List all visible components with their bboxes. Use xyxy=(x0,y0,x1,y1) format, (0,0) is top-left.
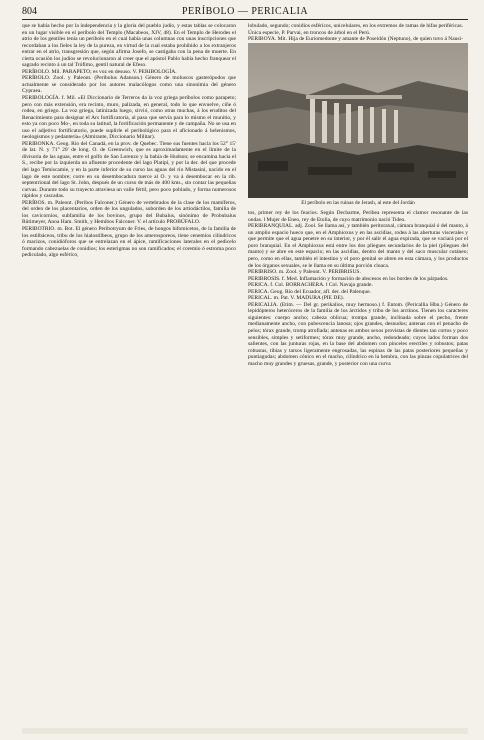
entry-parvai: Única especie, P. Parvai, en troncos de árbol en el Perú. xyxy=(248,29,371,36)
entry-periboya: PERIBOYA. Mit. Hija de Euríomedonte y amante de Poseidón (Neptuno), de quien tuvo á Nausi- xyxy=(248,36,463,43)
text-columns xyxy=(22,23,468,734)
entry-perica-geog: PERICA. Geog. Río del Ecuador, afl. der. del Palenque. xyxy=(248,288,371,295)
running-head: PERÍBOLO — PERICALIA xyxy=(181,6,309,17)
page-bottom-edge xyxy=(22,728,468,734)
entry-peribos: PERÍBOS. m. Paleont. (Peribos Falconer.) Género de vertebrados de la clase de los mamíferos, del orden de los placentarios, orden de los ungulados, suborden de los artiodáctilos, familia de los cavicornios, subfamilia de los bovinos, grupo del Bubalus, sinónimo de Probubalus Rütimeyer, Anoa Ham. Smith, y Hemibos Falconer. V. el artículo PROBÚFALO. xyxy=(22,199,236,226)
header-rule xyxy=(22,19,468,20)
entry-periboya-cont: tos, primer rey de los feacios. Según Decharme, Peribea representa el clamor resonante de las ondas. ‖ Mujer de Eneo, rey de Etolia, de cuyo matrimonio nació Tideo. xyxy=(248,210,468,223)
entry-peribolo-zool: PERÍBOLO. Zool. y Paleont. (Peribolus Adanson.) Género de moluscos gasterópodos que actualmente se considerado por los autores malacólogos como una sinonimia del género Cypraea. xyxy=(22,75,236,95)
page-header xyxy=(22,6,468,20)
entry-pericalia: PERICALIA. (Etim. — Del gr. perikalios, muy hermoso.) f. Entom. (Pericallia Hbn.) Género de lepidópteros heteróceros de la familia de los árctidos y tribu de los arctinos. Tienen los caracteres siguientes: cuerpo ancho; cabeza oblicua; trompa grande, inclinada sobre el pecho, frente medianamente ancho, con pubescencia lanosa; ojos grandes, desnudos; antenas con el penacho de pelos; tórax grande, tromp atrofiada; antenas en ambos sexos provistas de dientes tan cortos y poco sensibles, simples y setiformes; tórax muy grande, ancho, redondeado; cuyos lados forman dos salientes, con las junturas rojas, en la base del abdomen con pinceles erectiles y robustos; patas robustas, tibias y tarsos ligeramente engrosadas, las espinas de las patas posteriores pequeñas y puntiagudas; abdomen cónico en el macho, cilíndrico en la hembra, con las pinzas copulatrices del macho muy grandes y gruesas, grande, y posterior con una curva xyxy=(248,301,468,367)
entry-peribranquial: PERIBRANQUIAL. adj. Zool. Se llama así, y también peritoraxal, cámara branquial ó del manto, á un amplio espacio hueco que, en el Amphioxus y en las ascidias, rodea á las aberturas viscerales y que permite que el agua penetre en su interior, y por él salir el agua expirada, que se vaciará por el poro branquial. En el Amphioxus está entre los dos pliegues secundarios de la piel (pliegues del manto) y se abre en este espacio; en las ascidias, dentro del manto y del saco muscular cutáneo; pero, como en ellas, también el intestino y el poro genital se abren en esta cámara, y los productos de los órganos sexuales, se le llama en su última porción cloaca. xyxy=(248,223,468,269)
entry-peribolo-mil: PERÍBOLO. Mil. PARAPETO; es voz en desuso. V. PERIBOLOGÍA. xyxy=(22,68,177,75)
left-column xyxy=(22,23,236,259)
entry-perical: PERICAL. m. Pat. V. MADURA (PIE DE). xyxy=(248,295,344,302)
entry-peribotrio: PERIBOTRIO. m. Bot. El género Peribotryum de Fries, de hongos hifomicetos, de la familia de los estilbáceos, tribu de los hialostilbeos, grupo de los amerosporeos, tiene cenemios cilíndricos ó macizos, conidióforos que se entrelazan en el ápice, ramificaciones laterales en el pedicelo formando cabezuelas de conidios; los esterigmas no son ramificados; el coremio ó estroma poco pediculado, algo esférico, xyxy=(22,225,236,259)
entry-peribriso: PERIBRISO. m. Zool. y Paleont. V. PERIBRISUS. xyxy=(248,269,361,276)
right-column xyxy=(248,23,468,367)
entry-peribonka: PERIBONKA. Geog. Río del Canadá, en la prov. de Quebec. Tiene sus fuentes hacia los 52° 15' de lat. N. y 71° 20' de long. O. de Greenwich, que es aproximadamente en el límite de la divisoria de las aguas, entre el golfo de San Lorenzo y la bahía de Hudson; se encamina hacia el S., recibe por la izquierda un afluente procedente del lago Platipí, y por la der. del que procede del lago Temiscamie, y en la parte inferior de su curso las aguas del río Mistasini, nacido en el lago de este nombre; corre en su desembocadura tuerce al O. y va á desembocar en la rib. septentrional del lago St. John, después de un curso de más de 400 kms., sin contar las pequeñas curvas. Durante todo su trayecto atraviesa un valle fértil, pero poco poblado, y forma numerosos rápidos y cascadas. xyxy=(22,140,236,200)
ruins-illustration xyxy=(248,43,468,198)
entry-perica-col: PERICA. f. Col. BORRACHERA. ‖ Col. Navaja grande. xyxy=(248,282,373,289)
entry-peribotrio-cont: lobulado, segundo; conidios esféricos, unicelulares, en los extremos de ramas de hifas periféricas. xyxy=(248,23,464,29)
page-number: 804 xyxy=(22,6,37,17)
document-page xyxy=(22,6,468,734)
jerash-ruins-photo xyxy=(248,43,468,198)
entry-peribrosis: PERIBROSIS. f. Med. Inflamación y formación de abscesos en los bordes de los párpados. xyxy=(248,275,449,282)
entry-peribologia: PERIBOLOGÍA. f. Mil. «El Diccionario de Terreros da la voz griega períbolos como parapeto; pero con más extensión, era recinto, muro, palizada, en general, todo lo que envuelve, ciñe ó rodea, en griego. La voz griega, latinizada luego, sirvió, como otras muchas, á los eruditos del Renacimiento para designar el Ars fortificatoria, al paso que servía para lo mismo el munitio, y esto ya con poco Mo-, en toda su latitud, la fortificación permanente y de campaña. No se usa en uso el adjetivo fortificatorio, puede suplirle el peribológico para el aficionado á helenismos, neologismos y pedantería» (Almirante, Diccionario Militar). xyxy=(22,95,236,141)
paragraph-templo: que se había hecho por la independencia y la gloria del pueblo judío, y estas tablas se colocaron en un lugar visible en el períbolo del Templo (Macabeos, XIV, 48). En el Templo de Herodes el atrio de los gentiles tenía un períbolo en el cual había unas columnas con unas inscripciones que recordaban a los fieles la ley de la pureza, en virtud de la cual estaba prohibido a los extranjeros entrar en el atrio, transgresión que, según afirma Josefo, se castigaba con la pena de muerte. En cierta ocasión los judíos se revolucionaron al creer que el apóstol Pablo había hecho franquear el sagrado recinto á un tal Trófimo, gentil natural de Efeso. xyxy=(22,23,236,69)
figure-caption: El períbolo en las ruinas de Jerash, al este del Jordán xyxy=(301,199,415,206)
